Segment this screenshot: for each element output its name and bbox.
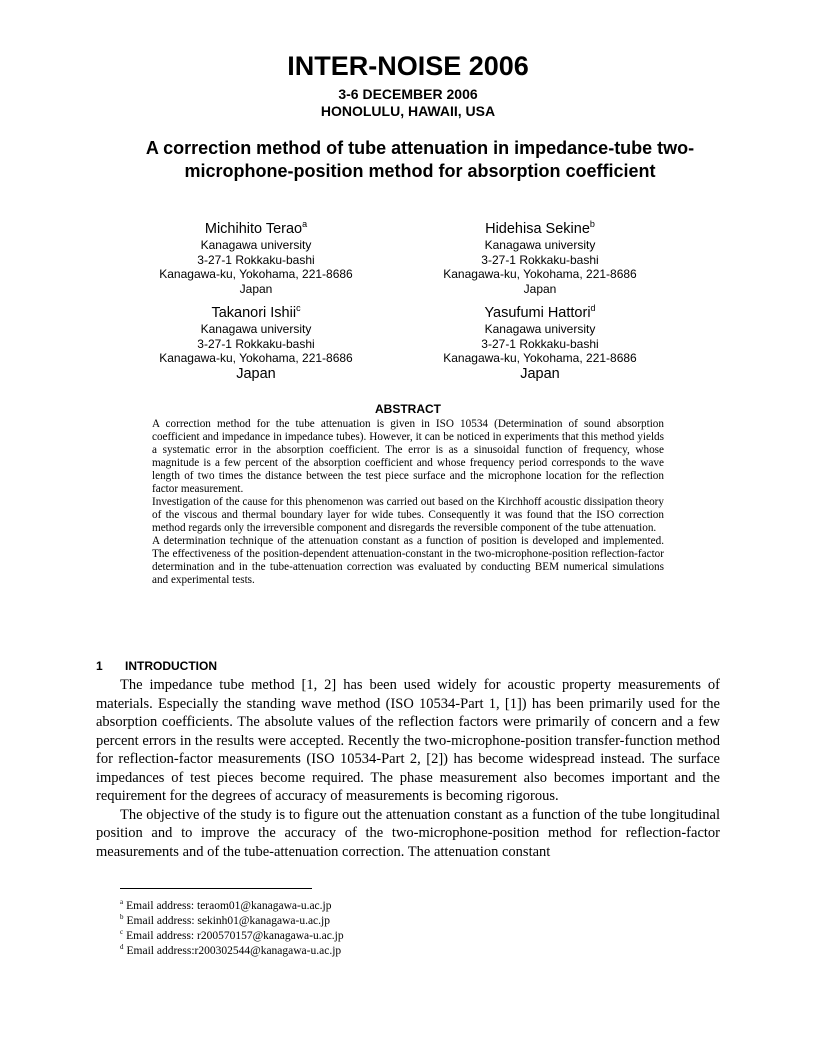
footnote: $^a$ Email address: teraom01@kanagawa-u.ac.jp xyxy=(120,898,332,912)
author-city: Kanagawa-ku, Yokohama, 221-8686 xyxy=(159,267,353,281)
author-block xyxy=(405,304,675,383)
author-name: Michihito Terao$^a$ xyxy=(204,219,308,237)
body-paragraph: The objective of the study is to figure out the attenuation constant as a function of the tube longitudinal position and to improve the accuracy of the two-microphone-position method for reflection-factor measurements and of the tube-attenuation correction. The attenuation constant xyxy=(96,806,720,860)
author-country: Japan xyxy=(523,281,557,296)
author-name: Takanori Ishii$^c$ xyxy=(211,303,301,321)
abstract-body xyxy=(152,418,664,587)
author-affiliation: Kanagawa university xyxy=(200,322,312,336)
paper-title: A correction method of tube attenuation in impedance-tube two-microphone-position method for absorption coefficient xyxy=(145,138,695,181)
section-body xyxy=(96,676,720,861)
conference-title: INTER-NOISE 2006 xyxy=(287,51,529,81)
section-heading xyxy=(96,659,496,673)
abstract-heading: ABSTRACT xyxy=(375,402,441,416)
footnotes xyxy=(120,899,620,959)
author-address: 3-27-1 Rokkaku-bashi xyxy=(481,252,599,267)
author-footnote-mark: d xyxy=(590,303,596,314)
section-number: 1 xyxy=(96,659,103,673)
conference-place: HONOLULU, HAWAII, USA xyxy=(320,103,496,119)
author-address: 3-27-1 Rokkaku-bashi xyxy=(481,336,599,351)
abstract-paragraph: Investigation of the cause for this phenomenon was carried out based on the Kirchhoff acoustic dissipation theory of the viscous and thermal boundary layer for wide tubes. Consequently it was found that the ISO correction method regards only the irreversible component and disregards the reversible component of the tube attenuation. xyxy=(152,496,664,534)
author-block xyxy=(121,304,391,383)
section-title: INTRODUCTION xyxy=(125,659,217,673)
author-city: Kanagawa-ku, Yokohama, 221-8686 xyxy=(443,351,637,365)
footnote-divider xyxy=(120,888,312,889)
author-name: Hidehisa Sekine$^b$ xyxy=(485,219,595,237)
author-name: Yasufumi Hattori$^d$ xyxy=(484,303,596,321)
author-block xyxy=(121,220,391,296)
author-block xyxy=(405,220,675,296)
footnote: $^c$ Email address: r200570157@kanagawa-u.ac.jp xyxy=(120,928,344,942)
conference-date: 3-6 DECEMBER 2006 xyxy=(338,86,478,102)
author-country: Japan xyxy=(239,281,273,296)
author-country: Japan xyxy=(236,365,276,382)
body-paragraph: The impedance tube method [1, 2] has been used widely for acoustic property measurements of materials. Especially the standing wave method (ISO 10534-Part 1, [1]) has been primarily used for the absorption coefficients. The absolute values of the reflection factors were primarily of concern and a few percent errors in the results were accepted. Recently the two-microphone-position transfer-function method for reflection-factor measurements (ISO 10534-Part 2, [2]) has become widespread instead. The surface impedances of test pieces become required. The phase measurement also becomes important and the requirement for the degrees of accuracy of measurements is becoming rigorous. xyxy=(96,677,720,804)
author-affiliation: Kanagawa university xyxy=(200,238,312,252)
author-address: 3-27-1 Rokkaku-bashi xyxy=(197,252,315,267)
footnote: $^d$ Email address:r200302544@kanagawa-u.ac.jp xyxy=(120,943,342,957)
author-footnote-mark: b xyxy=(589,219,595,230)
author-affiliation: Kanagawa university xyxy=(484,322,596,336)
author-city: Kanagawa-ku, Yokohama, 221-8686 xyxy=(159,351,353,365)
author-footnote-mark: a xyxy=(302,219,308,230)
footnote: $^b$ Email address: sekinh01@kanagawa-u.ac.jp xyxy=(120,913,330,927)
author-city: Kanagawa-ku, Yokohama, 221-8686 xyxy=(443,267,637,281)
author-footnote-mark: c xyxy=(296,303,301,314)
abstract-paragraph: A correction method for the tube attenuation is given in ISO 10534 (Determination of sound absorption coefficient and impedance in impedance tubes). However, it can be noticed in experiments that this method yields a systematic error in the absorption coefficient. The error is as a sinusoidal function of frequency, whose magnitude is a few percent of the absorption coefficient and whose frequency period corresponds to the wave length of two times the distance between the test piece surface and the microphone location for the reflection factor measurement. xyxy=(152,418,664,495)
abstract-paragraph: A determination technique of the attenuation constant as a function of position is developed and implemented. The effectiveness of the position-dependent attenuation-constant in the two-microphone-position reflection-factor determination and in the tube-attenuation correction was evaluated by conducting BEM numerical simulations and experimental tests. xyxy=(152,535,664,586)
author-affiliation: Kanagawa university xyxy=(484,238,596,252)
author-address: 3-27-1 Rokkaku-bashi xyxy=(197,336,315,351)
author-country: Japan xyxy=(520,365,560,382)
